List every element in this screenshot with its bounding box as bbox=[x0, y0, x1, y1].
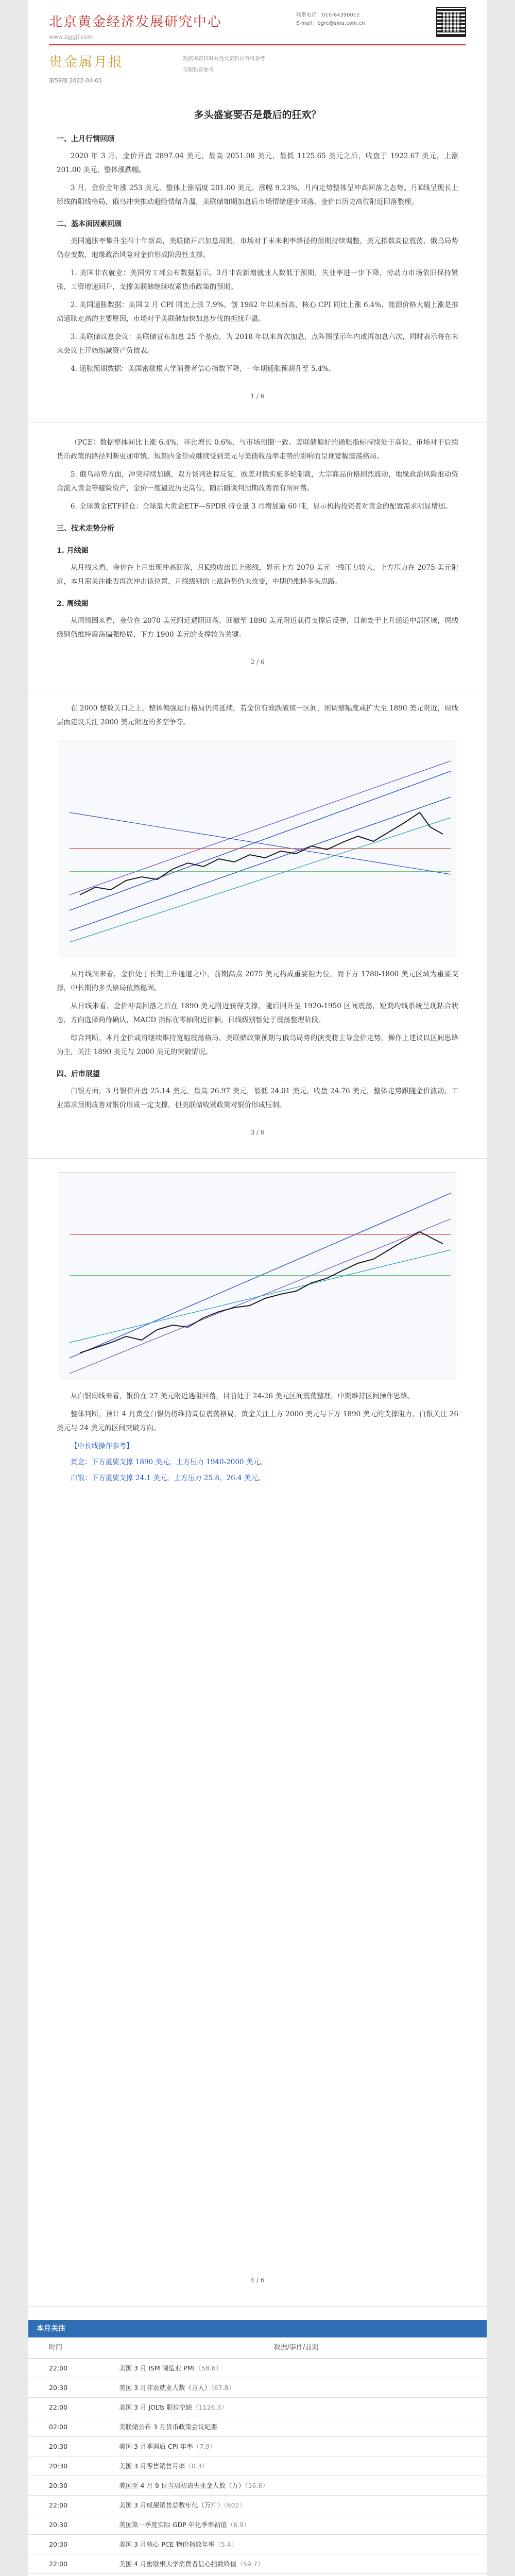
report-sheet bbox=[28, 0, 487, 2576]
calendar-event bbox=[106, 2535, 487, 2554]
calendar-prev-value: （58.6） bbox=[195, 2364, 222, 2372]
calendar-row bbox=[28, 2437, 487, 2456]
calendar-row bbox=[28, 2496, 487, 2515]
header-notes bbox=[183, 54, 265, 76]
paragraph: 从周线图来看，金价在 2070 美元附近遇阻回落，回撤至 1890 美元附近获得支撑后反弹，目前处于上升通道中部区域，周线级别仍维持震荡偏强格局，下方 1900 美元的支撑较为关键。 bbox=[57, 617, 458, 639]
calendar-col-time: 时间 bbox=[49, 2344, 63, 2351]
calendar-event-text: 美国 3 月成屋销售总数年化（万户） bbox=[119, 2501, 224, 2509]
calendar-event-text: 美国 4 月密歇根大学消费者信心指数终值 bbox=[119, 2560, 237, 2568]
page-divider bbox=[28, 1140, 487, 1159]
paragraph: 从白银周线来看，银价在 27 美元附近遇阻回落，目前处于 24-26 美元区间震荡整理，中期维持区间操作思路。 bbox=[71, 1392, 415, 1400]
spacer bbox=[57, 1487, 458, 2260]
calendar-event bbox=[106, 2554, 487, 2573]
calendar-prev-value: （5.4） bbox=[214, 2540, 238, 2548]
contact-info bbox=[296, 11, 365, 28]
calendar-event bbox=[106, 2437, 487, 2456]
calendar-time: 20:30 bbox=[49, 2540, 68, 2548]
header-note: 数据库资料时效性及资料内容可参考 bbox=[183, 56, 265, 62]
calendar-row bbox=[28, 2398, 487, 2417]
paragraph: 整体判断，预计 4 月黄金白银仍将维持高位震荡格局，黄金关注上方 2000 美元与下方 1890 美元的支撑阻力，白银关注 26 美元与 24 美元的区间突破方向。 bbox=[57, 1410, 458, 1432]
page-number: 2 / 6 bbox=[250, 658, 265, 666]
calendar-event-text: 美国 3 月季调后 CPI 年率 bbox=[119, 2443, 193, 2450]
section-heading: 三、技术走势分析 bbox=[57, 524, 114, 533]
calendar-time: 22:00 bbox=[49, 2560, 68, 2568]
calendar-event-text: 美国第一季度实际 GDP 年化季率初值 bbox=[119, 2521, 227, 2529]
calendar-row bbox=[28, 2378, 487, 2398]
calendar-prev-value: （59.7） bbox=[236, 2560, 264, 2568]
subsection-heading: 1. 月线图 bbox=[57, 547, 89, 555]
paragraph: 从日线来看，金价冲高回落之后在 1890 美元附近获得支撑，随后回升至 1920-1950 区间震荡，短期均线系统呈现粘合状态，方向选择尚待确认，MACD 指标在零轴附近徘徊，日线级别暂处于震荡整理阶段。 bbox=[57, 1002, 458, 1024]
header-note: 仅限投资参考 bbox=[183, 67, 214, 73]
paragraph: 美国通胀率攀升至四十年新高，美联储开启加息周期，市场对于未来利率路径的预期持续调整，美元指数高位震荡，俄乌局势仍存变数，地缘政治风险对金价形成阶段性支撑。 bbox=[57, 237, 458, 259]
calendar-prev-value: （67.8） bbox=[211, 2384, 235, 2392]
calendar-event bbox=[106, 2496, 487, 2515]
paragraph: 白银方面，3 月银价开盘 25.14 美元，最高 26.97 美元，最低 24.01 美元，收盘 24.76 美元，整体走势跟随金价波动，工业需求预期改善对银价形成一定支撑，但美联储收紧政策对银价形成压制。 bbox=[57, 1087, 458, 1109]
level-label: 黄金： bbox=[71, 1458, 92, 1466]
level-item-silver bbox=[71, 1471, 458, 1485]
calendar-event bbox=[106, 2398, 487, 2417]
calendar-event bbox=[106, 2476, 487, 2495]
paragraph: （PCE）数据整体同比上涨 6.4%，环比增长 0.6%，与市场预期一致。美联储偏好的通胀指标持续处于高位，市场对于后续货币政策的路径判断更加审慎，短期内金价或继续受到美元与美债收益率走势的影响而呈现宽幅震荡格局。 bbox=[57, 438, 458, 461]
page-divider bbox=[28, 403, 487, 422]
calendar-event bbox=[106, 2378, 487, 2397]
paragraph: 6. 全球黄金ETF持仓：全球最大黄金ETF—SPDR 持仓量 3 月增加逾 60 吨，显示机构投资者对黄金的配置需求明显增加。 bbox=[71, 502, 452, 511]
report-brand: 贵金属月报 bbox=[49, 55, 124, 70]
calendar-time: 20:30 bbox=[49, 2384, 68, 2392]
calendar-row bbox=[28, 2417, 487, 2437]
gold-weekly-chart bbox=[59, 740, 456, 957]
contact-email[interactable]: E-mail：bgrc@sina.com.cn bbox=[296, 21, 365, 26]
paragraph: 2. 美国通胀数据：美国 2 月 CPI 同比上涨 7.9%，创 1982 年以来新高，核心 CPI 同比上涨 6.4%，能源价格大幅上涨是推动通胀走高的主要原因，市场对于美联储加快加息步伐的担忧升温。 bbox=[57, 301, 458, 323]
header-divider bbox=[49, 44, 466, 45]
silver-weekly-chart bbox=[59, 1172, 456, 1379]
level-text: 下方重要支撑 24.1 美元，上方压力 25.8、26.4 美元。 bbox=[91, 1474, 265, 1482]
calendar-row bbox=[28, 2359, 487, 2378]
org-url[interactable]: www.zgjgjf.com bbox=[49, 33, 93, 40]
calendar-prev-value: （7.9） bbox=[193, 2443, 216, 2450]
issue-info: 第59期 2022-04-01 bbox=[49, 77, 102, 84]
paragraph: 在 2000 整数关口之上，整体偏强运行格局仍将延续，若金价有效跌破该一区间，则调整幅度或扩大至 1890 美元附近，周线层面建议关注 2000 美元附近的多空争夺。 bbox=[57, 704, 458, 726]
calendar-event-text: 美国 3 月 JOLTs 职位空缺 bbox=[119, 2403, 193, 2411]
calendar-rows bbox=[28, 2359, 487, 2574]
page-number: 4 / 6 bbox=[250, 2277, 265, 2284]
calendar-time: 02:00 bbox=[49, 2423, 68, 2431]
calendar-row bbox=[28, 2456, 487, 2476]
calendar-event-text: 美国至 4 月 9 日当周初请失业金人数（万） bbox=[119, 2482, 245, 2489]
calendar-event-text: 美国 3 月非农就业人数（万人） bbox=[119, 2384, 211, 2392]
calendar-time: 22:00 bbox=[49, 2364, 68, 2372]
paragraph: 2020 年 3 月，金价开盘 2897.04 美元，最高 2051.08 美元，最低 1125.65 美元之后，收盘于 1922.67 美元，上涨 201.00 美元，整体涨跌幅。 bbox=[57, 152, 458, 174]
page-number: 1 / 6 bbox=[250, 393, 265, 400]
calendar-header bbox=[28, 2337, 487, 2359]
calendar-row bbox=[28, 2535, 487, 2554]
calendar-event bbox=[106, 2515, 487, 2534]
levels-title: 【中长线操作参考】 bbox=[71, 1442, 133, 1450]
qr-code-icon bbox=[436, 7, 466, 37]
calendar-event-text: 美国 3 月零售销售月率 bbox=[119, 2462, 185, 2470]
calendar-time: 22:00 bbox=[49, 2501, 68, 2509]
paragraph: 5. 俄乌局势方面，冲突持续加剧，双方谈判进程反复，欧美对俄实施多轮制裁，大宗商品价格剧烈波动，地缘政治风险推动资金流入黄金等避险资产，金价一度逼近历史高位，随后随谈判预期改善而有所回落。 bbox=[57, 470, 458, 493]
subsection-heading: 2. 周线图 bbox=[57, 600, 89, 608]
calendar-prev-value: （16.6） bbox=[245, 2482, 269, 2489]
article-title: 多头盛宴要否是最后的狂欢？ bbox=[194, 109, 321, 121]
paragraph: 3 月，金价全年涨 253 美元，整体上涨幅度 201.00 美元，涨幅 9.23%，月内走势整体呈冲高回落之态势。月K线呈现长上影线的阳线格局，俄乌冲突推动避险情绪升温，美联储如期加息后市场情绪逐步回落，金价自历史高位附近回落整理。 bbox=[57, 184, 458, 206]
calendar-col-data: 数据/事件/前期 bbox=[273, 2344, 319, 2351]
paragraph: 从月线图来看，金价处于长期上升通道之中，前期高点 2075 美元构成重要阻力位，而下方 1780-1800 美元区域为重要支撑，中长期的多头格局依然稳固。 bbox=[57, 970, 458, 992]
calendar-prev-value: （602） bbox=[224, 2501, 246, 2509]
calendar-time: 20:30 bbox=[49, 2462, 68, 2470]
section-heading: 二、基本面因素回顾 bbox=[57, 220, 122, 228]
calendar-event bbox=[106, 2359, 487, 2378]
paragraph: 综合判断，本月金价或将继续维持宽幅震荡格局，美联储政策预期与俄乌局势的演变将主导金价走势，操作上建议以区间思路为主，关注 1890 美元与 2000 美元的突破情况。 bbox=[57, 1034, 458, 1056]
page-number: 3 / 6 bbox=[250, 1129, 265, 1136]
calendar-time: 20:30 bbox=[49, 2443, 68, 2450]
calendar-event-text: 美联储公布 3 月货币政策会议纪要 bbox=[119, 2423, 217, 2431]
level-label: 白银： bbox=[71, 1474, 92, 1482]
calendar-event bbox=[106, 2456, 487, 2476]
contact-phone: 联系电话：010-64390012 bbox=[296, 12, 360, 18]
level-item-gold bbox=[71, 1455, 458, 1469]
report-header bbox=[28, 0, 487, 103]
calendar-row bbox=[28, 2515, 487, 2535]
calendar-time: 20:30 bbox=[49, 2482, 68, 2489]
paragraph: 1. 美国非农就业：美国劳工部公布数据显示，3月非农新增就业人数低于预期，失业率进一步下降，劳动力市场依旧保持紧张，工资增速回升，支撑美联储继续收紧货币政策的预期。 bbox=[57, 269, 458, 291]
calendar-prev-value: （6.9） bbox=[227, 2521, 250, 2529]
calendar-time: 20:30 bbox=[49, 2521, 68, 2529]
calendar-bar: 本月关注 bbox=[28, 2320, 487, 2337]
page-divider bbox=[28, 2287, 487, 2307]
paragraph: 从月线来看，金价在上月出现冲高回落，月K线收出长上影线，显示上方 2070 美元一线压力较大，上方压力在 2075 美元附近，本月需关注能否再次冲击该位置，月线级别的上涨趋势仍未改变，中期仍维持多头思路。 bbox=[57, 564, 458, 586]
paragraph: 3. 美联储议息会议：美联储宣布加息 25 个基点，为 2018 年以来首次加息，点阵图显示年内或再加息六次，同时表示将在未来会议上开始缩减资产负债表。 bbox=[57, 333, 458, 355]
paragraph: 4. 通胀预期数据：美国密歇根大学消费者信心指数下降，一年期通胀预期升至 5.4%。 bbox=[71, 365, 336, 373]
calendar-prev-value: （0.3） bbox=[185, 2462, 209, 2470]
calendar-source bbox=[28, 2574, 487, 2576]
section-heading: 一、上月行情回顾 bbox=[57, 135, 114, 143]
calendar-event-text: 美国 3 月 ISM 制造业 PMI bbox=[119, 2364, 195, 2372]
calendar-row bbox=[28, 2554, 487, 2574]
page-divider bbox=[28, 669, 487, 688]
calendar-prev-value: （1126.3） bbox=[192, 2403, 228, 2411]
calendar-event bbox=[106, 2417, 487, 2436]
org-name: 北京黄金经济发展研究中心 bbox=[49, 14, 222, 30]
calendar-time: 22:00 bbox=[49, 2403, 68, 2411]
level-text: 下方重要支撑 1890 美元，上方压力 1940-2000 美元。 bbox=[91, 1458, 267, 1466]
article-body bbox=[28, 108, 487, 2307]
section-heading: 四、后市展望 bbox=[57, 1070, 100, 1078]
calendar-event-text: 美国 3 月核心 PCE 物价指数年率 bbox=[119, 2540, 215, 2548]
calendar-row bbox=[28, 2476, 487, 2496]
